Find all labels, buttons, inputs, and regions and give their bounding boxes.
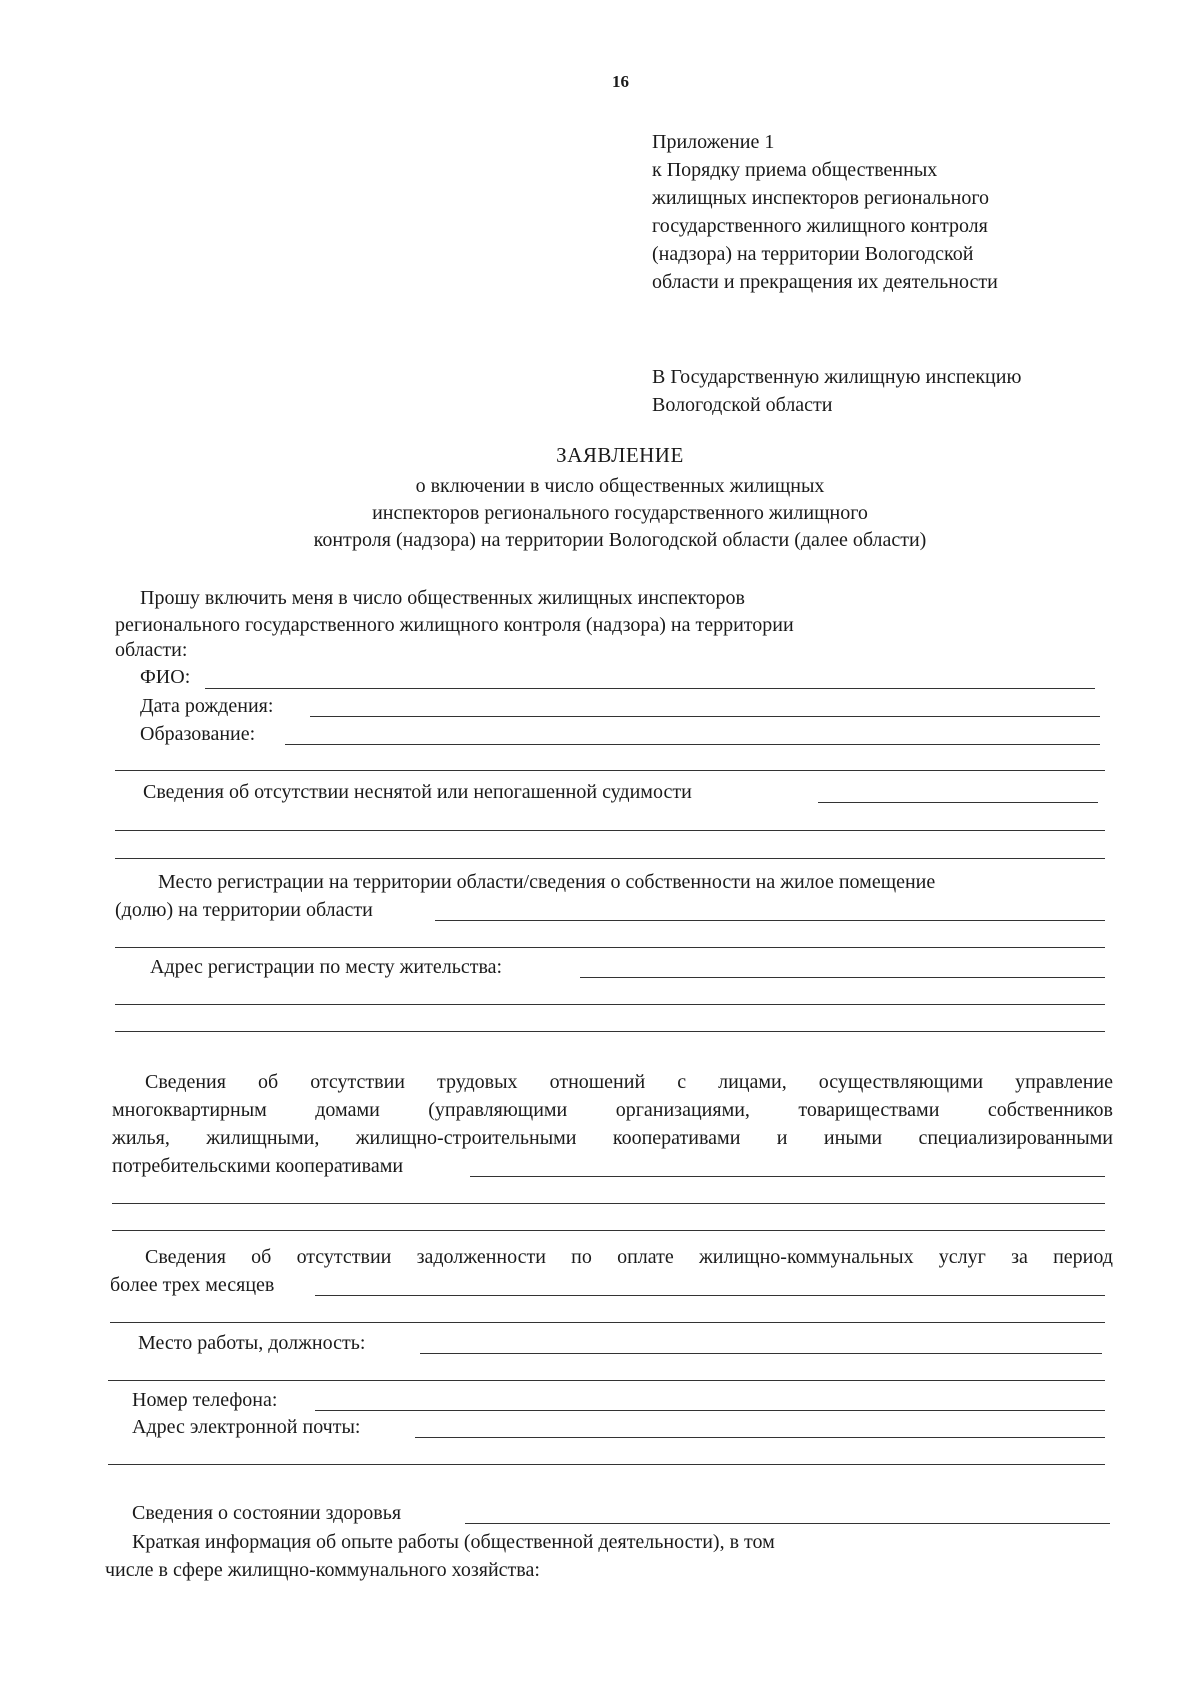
labor-field-extra[interactable] xyxy=(112,1203,1105,1204)
appendix-line: к Порядку приема общественных xyxy=(652,159,938,181)
subtitle-line: инспекторов регионального государственного жилищного xyxy=(372,502,868,524)
intro-line: области: xyxy=(115,639,188,661)
workplace-field[interactable] xyxy=(420,1353,1102,1354)
labor-line: многоквартирным домами (управляющими организациями, товариществами собственников xyxy=(112,1099,1113,1121)
labor-line: потребительскими кооперативами xyxy=(112,1155,404,1177)
education-field[interactable] xyxy=(285,744,1100,745)
addressee-line: В Государственную жилищную инспекцию xyxy=(652,366,1022,388)
debt-field[interactable] xyxy=(315,1295,1105,1296)
labor-field-extra[interactable] xyxy=(112,1230,1105,1231)
email-field[interactable] xyxy=(415,1437,1105,1438)
conviction-field-extra[interactable] xyxy=(115,858,1105,859)
experience-line: числе в сфере жилищно-коммунального хозяйства: xyxy=(105,1559,540,1581)
appendix-line: Приложение 1 xyxy=(652,131,775,153)
intro-line: регионального государственного жилищного контроля (надзора) на территории xyxy=(115,614,794,636)
registration-line: (долю) на территории области xyxy=(115,899,373,921)
document-title: ЗАЯВЛЕНИЕ xyxy=(556,443,684,467)
debt-line: Сведения об отсутствии задолженности по оплате жилищно-коммунальных услуг за период xyxy=(145,1246,1113,1268)
health-label: Сведения о состоянии здоровья xyxy=(132,1502,402,1524)
intro-line: Прошу включить меня в число общественных жилищных инспекторов xyxy=(140,587,745,609)
education-label: Образование: xyxy=(140,723,256,745)
conviction-label: Сведения об отсутствии неснятой или непогашенной судимости xyxy=(143,781,692,803)
appendix-line: (надзора) на территории Вологодской xyxy=(652,243,974,265)
debt-field-extra[interactable] xyxy=(110,1322,1105,1323)
workplace-label: Место работы, должность: xyxy=(138,1332,366,1354)
email-field-extra[interactable] xyxy=(108,1464,1105,1465)
birthdate-field[interactable] xyxy=(310,716,1100,717)
labor-line: Сведения об отсутствии трудовых отношений с лицами, осуществляющими управление xyxy=(145,1071,1113,1093)
address-field-extra[interactable] xyxy=(115,1031,1105,1032)
registration-field-extra[interactable] xyxy=(115,947,1105,948)
education-field-extra[interactable] xyxy=(115,770,1105,771)
health-field[interactable] xyxy=(465,1523,1110,1524)
page-number: 16 xyxy=(612,72,629,91)
appendix-line: государственного жилищного контроля xyxy=(652,215,988,237)
debt-line: более трех месяцев xyxy=(110,1274,275,1296)
workplace-field-extra[interactable] xyxy=(108,1380,1105,1381)
appendix-line: жилищных инспекторов регионального xyxy=(652,187,990,209)
labor-field[interactable] xyxy=(470,1176,1105,1177)
email-label: Адрес электронной почты: xyxy=(132,1416,361,1438)
subtitle-line: о включении в число общественных жилищных xyxy=(415,475,825,497)
address-field-extra[interactable] xyxy=(115,1004,1105,1005)
appendix-line: области и прекращения их деятельности xyxy=(652,271,998,293)
phone-field[interactable] xyxy=(315,1410,1105,1411)
subtitle-line: контроля (надзора) на территории Вологодской области (далее области) xyxy=(313,529,927,551)
addressee-line: Вологодской области xyxy=(652,394,833,416)
labor-line: жилья, жилищными, жилищно-строительными кооперативами и иными специализированными xyxy=(112,1127,1113,1149)
conviction-field[interactable] xyxy=(818,802,1098,803)
address-label: Адрес регистрации по месту жительства: xyxy=(150,956,503,978)
fio-label: ФИО: xyxy=(140,666,191,688)
registration-line: Место регистрации на территории области/сведения о собственности на жилое помещение xyxy=(158,871,936,893)
birthdate-label: Дата рождения: xyxy=(140,695,274,717)
experience-line: Краткая информация об опыте работы (общественной деятельности), в том xyxy=(132,1531,775,1553)
conviction-field-extra[interactable] xyxy=(115,830,1105,831)
registration-field[interactable] xyxy=(435,920,1105,921)
fio-field[interactable] xyxy=(205,688,1095,689)
address-field[interactable] xyxy=(580,977,1105,978)
phone-label: Номер телефона: xyxy=(132,1389,278,1411)
